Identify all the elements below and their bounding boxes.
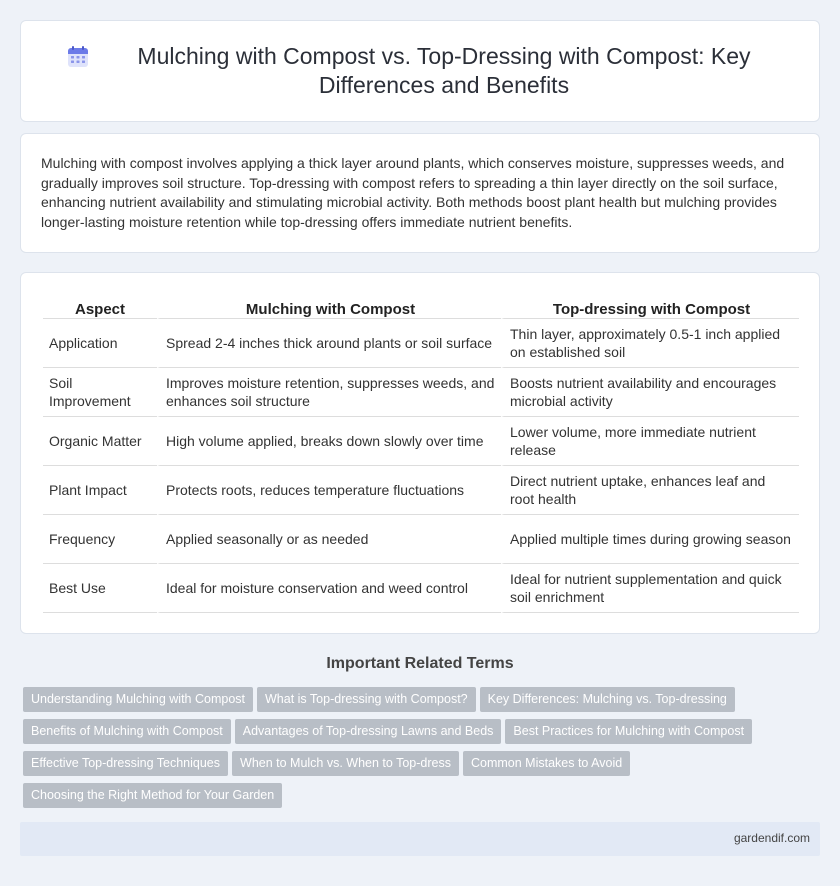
page-title: Mulching with Compost vs. Top-Dressing with Compost: Key Differences and Benefits [137,43,751,98]
table-row [43,368,799,417]
row-aspect: Soil Improvement [43,368,157,417]
row-mulching: Applied seasonally or as needed [157,515,501,564]
row-mulching: Spread 2-4 inches thick around plants or soil surface [157,319,501,368]
related-term-tag[interactable]: Choosing the Right Method for Your Garden [23,783,282,808]
related-term-tag[interactable]: Understanding Mulching with Compost [23,687,253,712]
site-domain[interactable]: gardendif.com [733,831,810,845]
table-row [43,466,799,515]
row-mulching: Ideal for moisture conservation and weed control [157,564,501,613]
related-term-tag[interactable]: Advantages of Top-dressing Lawns and Beds [235,719,502,744]
related-term-tag[interactable]: Effective Top-dressing Techniques [23,751,228,776]
column-header-mulching: Mulching with Compost [157,295,501,319]
row-top-dressing: Applied multiple times during growing season [501,515,799,564]
row-aspect: Frequency [43,515,157,564]
row-top-dressing: Boosts nutrient availability and encourages microbial activity [501,368,799,417]
comparison-table-card [20,272,820,634]
row-top-dressing: Direct nutrient uptake, enhances leaf and root health [501,466,799,515]
row-aspect: Application [43,319,157,368]
header-card [20,20,820,122]
row-aspect: Best Use [43,564,157,613]
related-terms-list [23,687,823,815]
summary-card [20,133,820,253]
row-mulching: High volume applied, breaks down slowly over time [157,417,501,466]
table-row [43,319,799,368]
row-top-dressing: Lower volume, more immediate nutrient release [501,417,799,466]
column-header-aspect: Aspect [43,295,157,319]
related-term-tag[interactable]: What is Top-dressing with Compost? [257,687,476,712]
row-mulching: Improves moisture retention, suppresses weeds, and enhances soil structure [157,368,501,417]
row-mulching: Protects roots, reduces temperature fluctuations [157,466,501,515]
table-row [43,417,799,466]
related-term-tag[interactable]: Best Practices for Mulching with Compost [505,719,752,744]
summary-text: Mulching with compost involves applying a thick layer around plants, which conserves moisture, suppresses weeds, and gradually improves soil structure. Top-dressing with compost refers to spreading a thin layer directly on the soil surface, enhancing nutrient availability and stimulating microbial activity. Both methods boost plant health but mulching provides longer-lasting moisture retention while top-dressing offers immediate nutrient benefits. [41,155,785,230]
row-aspect: Plant Impact [43,466,157,515]
column-header-top-dressing: Top-dressing with Compost [501,295,799,319]
related-terms-heading: Important Related Terms [326,655,514,672]
table-row [43,564,799,613]
table-row [43,515,799,564]
footer [20,822,820,856]
related-term-tag[interactable]: Common Mistakes to Avoid [463,751,630,776]
table-header-row [43,295,799,319]
related-term-tag[interactable]: Key Differences: Mulching vs. Top-dressing [480,687,735,712]
title-row [21,21,819,121]
row-top-dressing: Thin layer, approximately 0.5-1 inch applied on established soil [501,319,799,368]
row-aspect: Organic Matter [43,417,157,466]
related-term-tag[interactable]: When to Mulch vs. When to Top-dress [232,751,459,776]
related-term-tag[interactable]: Benefits of Mulching with Compost [23,719,231,744]
comparison-table [43,295,799,613]
calendar-icon [66,45,90,69]
row-top-dressing: Ideal for nutrient supplementation and quick soil enrichment [501,564,799,613]
